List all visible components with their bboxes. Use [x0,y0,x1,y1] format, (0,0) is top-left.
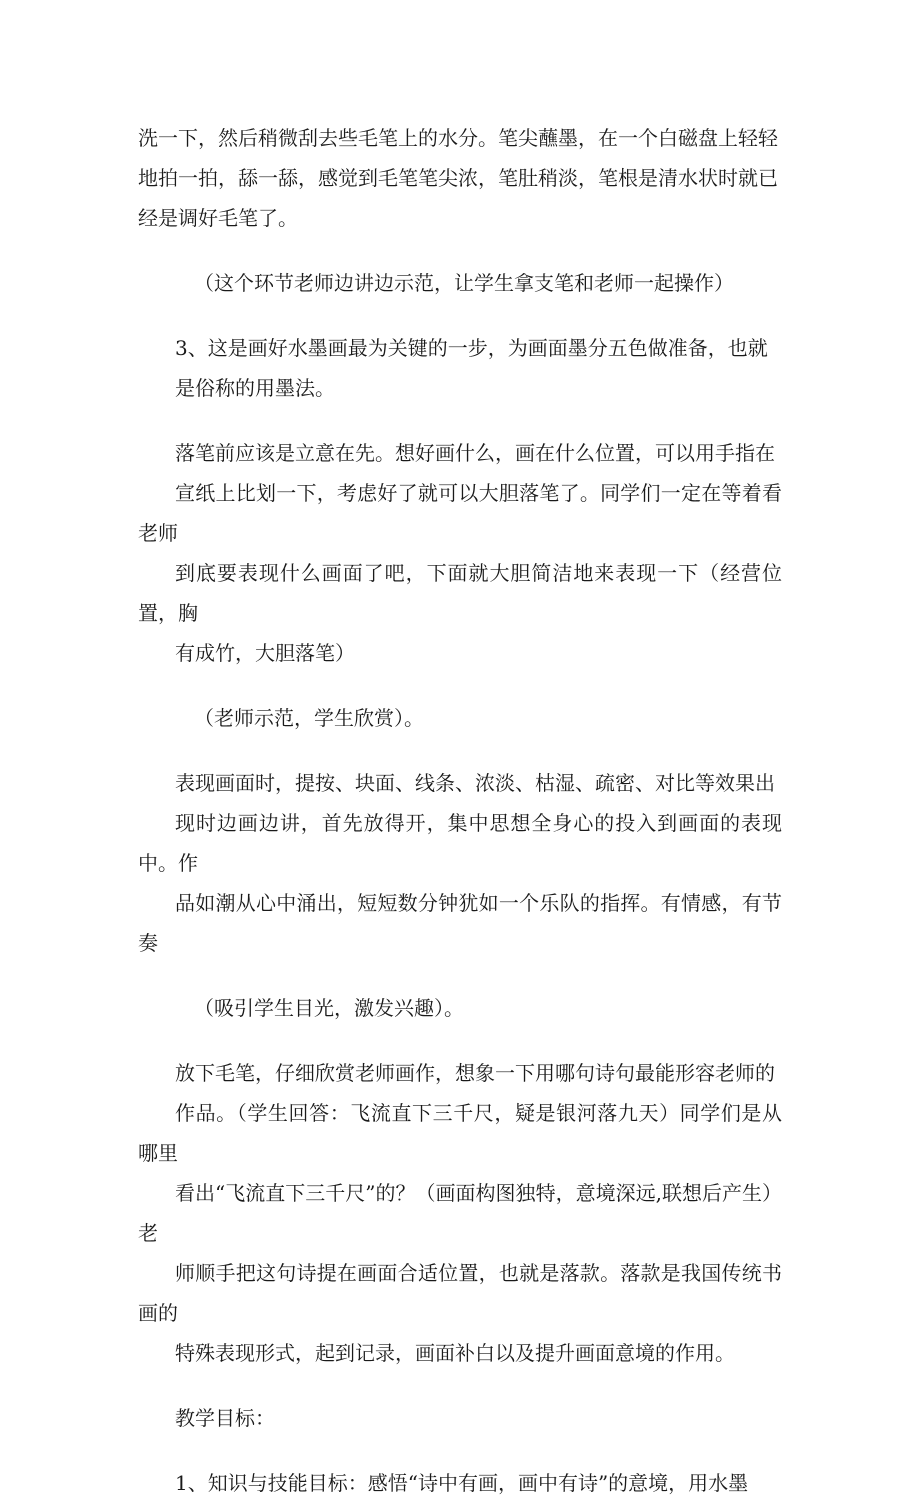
paragraph-composition-planning [138,433,782,673]
text-line: 看出“飞流直下三千尺”的？（画面构图独特，意境深远,联想后产生）老 [138,1181,782,1245]
paragraph-poem-inscription [138,1053,782,1373]
text-line: 是俗称的用墨法。 [175,376,335,400]
text-line: 教学目标： [175,1406,275,1430]
text-line: （这个环节老师边讲边示范，让学生拿支笔和老师一起操作） [194,271,734,295]
text-line: 放下毛笔，仔细欣赏老师画作，想象一下用哪句诗句最能形容老师的 [175,1061,775,1085]
text-line: （老师示范，学生欣赏）。 [194,706,424,730]
paragraph-step-3-ink-method [138,328,782,408]
text-line: 1、知识与技能目标：感悟“诗中有画，画中有诗”的意境，用水墨 [175,1471,749,1495]
paragraph-objective-1 [138,1463,782,1503]
text-line: 洗一下，然后稍微刮去些毛笔上的水分。笔尖蘸墨，在一个白磁盘上轻轻 [138,126,778,150]
paragraph-brush-preparation [138,118,782,238]
text-line: 表现画面时，提按、块面、线条、浓淡、枯湿、疏密、对比等效果出 [175,771,775,795]
note-teacher-demo-operation [138,263,782,303]
text-line: 师顺手把这句诗提在画面合适位置，也就是落款。落款是我国传统书画的 [138,1261,782,1325]
text-line: 到底要表现什么画面了吧，下面就大胆简洁地来表现一下（经营位置，胸 [138,561,782,625]
text-line: 宣纸上比划一下，考虑好了就可以大胆落笔了。同学们一定在等着看老师 [138,481,782,545]
text-line: 品如潮从心中涌出，短短数分钟犹如一个乐队的指挥。有情感，有节奏 [138,891,782,955]
text-line: 现时边画边讲，首先放得开，集中思想全身心的投入到画面的表现中。作 [138,811,782,875]
note-attract-students [138,988,782,1028]
text-line: 经是调好毛笔了。 [138,206,298,230]
text-line: 作品。（学生回答：飞流直下三千尺，疑是银河落九天）同学们是从哪里 [138,1101,782,1165]
text-line: 地拍一拍，舔一舔，感觉到毛笔笔尖浓，笔肚稍淡，笔根是清水状时就已 [138,166,778,190]
text-line: （吸引学生目光，激发兴趣）。 [194,996,464,1020]
text-line: 特殊表现形式，起到记录，画面补白以及提升画面意境的作用。 [175,1341,735,1365]
heading-teaching-objectives [138,1398,782,1438]
note-teacher-demo-appreciation [138,698,782,738]
paragraph-painting-expression [138,763,782,963]
text-line: 有成竹，大胆落笔） [175,641,355,665]
text-line: 3、这是画好水墨画最为关键的一步，为画面墨分五色做准备，也就 [175,336,768,360]
text-line: 落笔前应该是立意在先。想好画什么，画在什么位置，可以用手指在 [175,441,775,465]
